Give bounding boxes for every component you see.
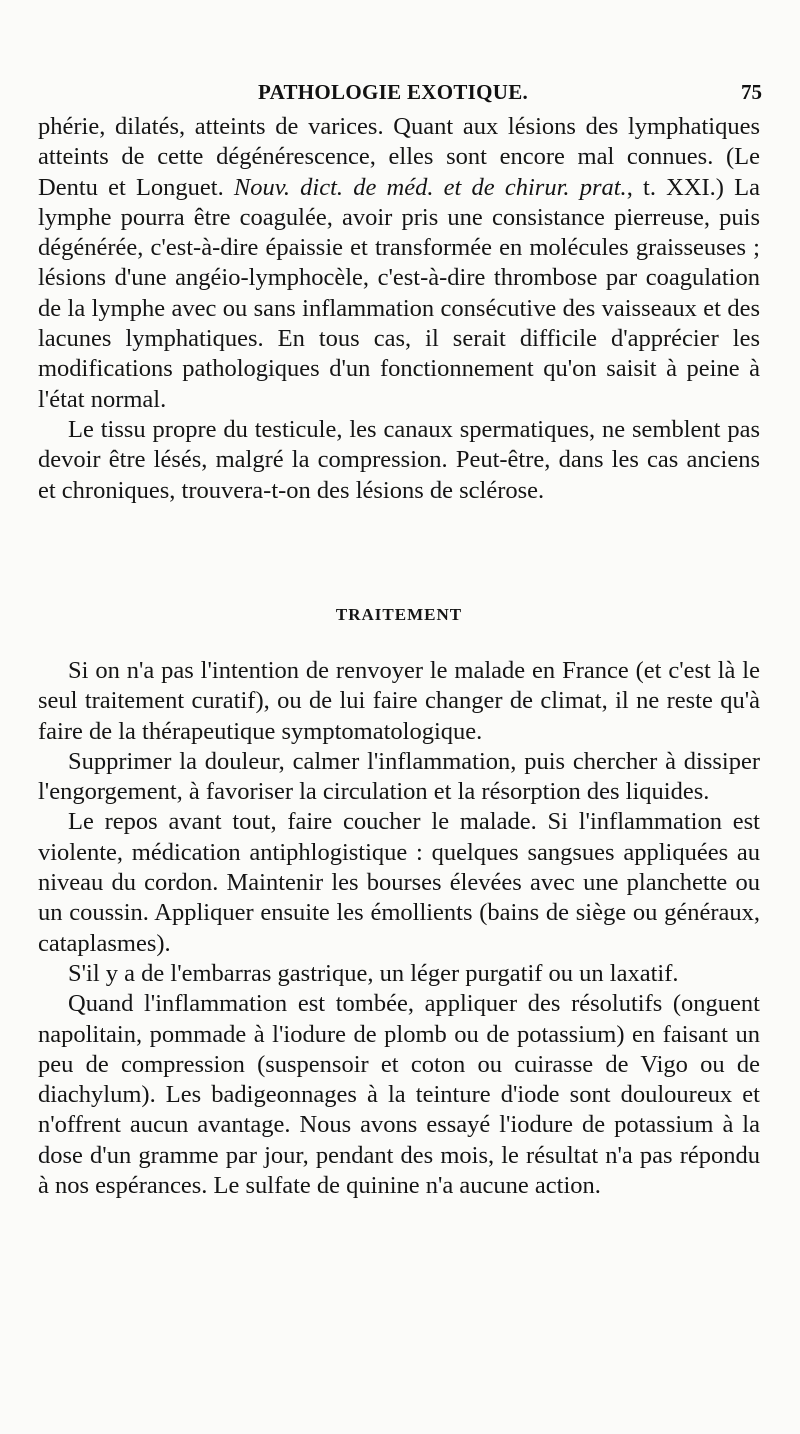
section-heading: TRAITEMENT: [335, 605, 463, 624]
paragraph-treatment-resolutives: Quand l'inflammation est tombée, appliquer des résolutifs (onguent napolitain, pommade à l'iodure de plomb ou de potassium) en faisant un peu de compression (suspensoir et coton ou cuirasse de Vigo ou de diachylum). Les badigeonnages à la teinture d'iode sont douloureux et n'offrent aucun avantage. Nous avons essayé l'iodure de potassium à la dose d'un gramme par jour, pendant des mois, le résultat n'a pas répondu à nos espérances. Le sulfate de quinine n'a aucune action.: [38, 990, 760, 1200]
paragraph-testicle-tissue: Le tissu propre du testicule, les canaux spermatiques, ne semblent pas devoir être lésés, malgré la compression. Peut-être, dans les cas anciens et chroniques, trouvera-t-on des lésions de sclérose.: [38, 415, 760, 504]
running-title: PATHOLOGIE EXOTIQUE.: [258, 80, 529, 104]
paragraph-treatment-goals: Supprimer la douleur, calmer l'inflammation, puis chercher à dissiper l'engorgement, à favoriser la circulation et la résorption des liquides.: [38, 747, 760, 806]
page-header: [258, 80, 762, 108]
citation-title: Nouv. dict. de méd. et de chirur. prat.: [233, 173, 627, 201]
text-block-treatment: [38, 656, 760, 1201]
paragraph-treatment-purgative: S'il y a de l'embarras gastrique, un léger purgatif ou un laxatif.: [68, 959, 679, 987]
paragraph-lymphatic-lesions: [38, 112, 760, 415]
paragraph-text: , t. XXI.) La lymphe pourra être coagulée, avoir pris une consistance pierreuse, puis dégénérée, c'est-à-dire épaissie et transformée en molécules graisseuses ; lésions d'une angéio-lymphocèle, c'est-à-dire thrombose par coagulation de la lymphe avec ou sans inflammation consécutive des vaisseaux et des lacunes lymphatiques. En tous cas, il serait difficile d'apprécier les modifications pathologiques d'un fonctionnement qu'on saisit à peine à l'état normal.: [38, 173, 761, 413]
text-block-before-heading: [38, 112, 760, 506]
paragraph-text: phérie, dilatés, atteints de varices. Quant aux lésions des lymphatiques atteints de cette dégénérescence, elles sont encore mal connues. (Le Dentu et Longuet.: [38, 113, 760, 201]
page-number: 75: [741, 80, 762, 104]
paragraph-treatment-intent: Si on n'a pas l'intention de renvoyer le malade en France (et c'est là le seul traitement curatif), ou de lui faire changer de climat, il ne reste qu'à faire de la thérapeutique symptomatologique.: [38, 657, 760, 745]
paragraph-treatment-rest: Le repos avant tout, faire coucher le malade. Si l'inflammation est violente, médication antiphlogistique : quelques sangsues appliquées au niveau du cordon. Maintenir les bourses élevées avec une planchette ou un coussin. Appliquer ensuite les émollients (bains de siège ou généraux, cataplasmes).: [38, 808, 760, 957]
